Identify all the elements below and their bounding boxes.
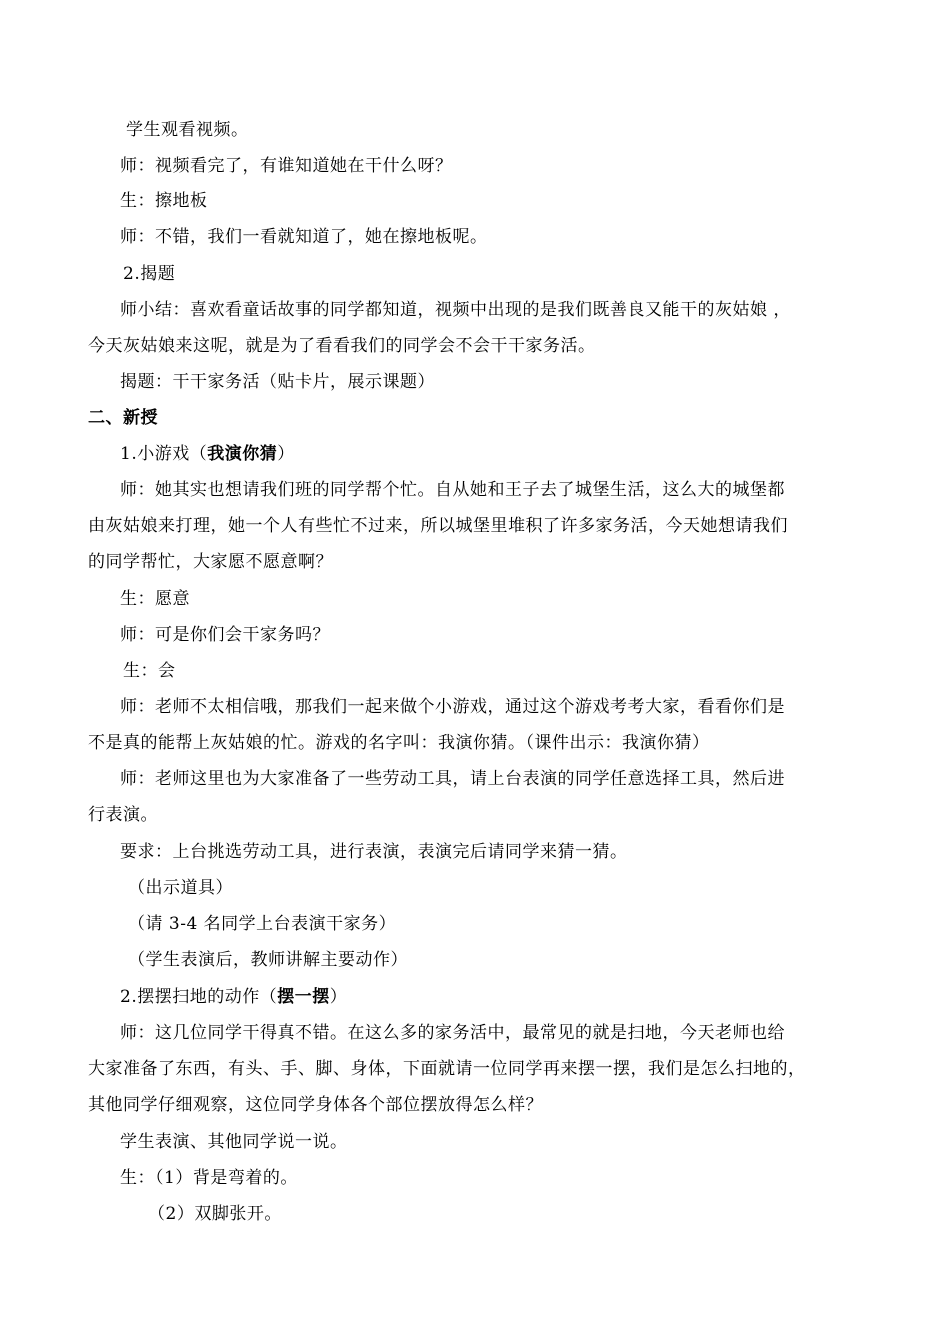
line-teacher-can-you: 师：可是你们会干家务吗？ [120, 625, 330, 645]
line-students-watch: 学生观看视频。 [126, 120, 249, 140]
line-teacher-sweeping: 师：这几位同学干得真不错。在这么多的家务活中，最常见的就是扫地，今天老师也给 [120, 1023, 785, 1043]
line-student-answer: 生：擦地板 [120, 191, 208, 211]
section-heading-new-lesson: 二、新授 [88, 408, 158, 428]
line-show-props: （出示道具） [128, 878, 233, 898]
line-students-perform: 学生表演、其他同学说一说。 [120, 1132, 348, 1152]
line-reveal-topic-heading: 2.揭题 [123, 264, 176, 284]
line-student-willing: 生：愿意 [120, 589, 190, 609]
line-teacher-summary-cont: 今天灰姑娘来这呢，就是为了看看我们的同学会不会干干家务活。 [88, 336, 596, 356]
line-teacher-tools-cont: 行表演。 [88, 805, 158, 825]
line-teacher-praise: 师：不错，我们一看就知道了，她在擦地板呢。 [120, 227, 488, 247]
line-student-back-bent: 生：（1）背是弯着的。 [120, 1168, 298, 1188]
line-student-yes: 生：会 [123, 661, 176, 681]
line-invite-students: （请 3-4 名同学上台表演干家务） [128, 914, 397, 934]
line-teacher-explains: （学生表演后，教师讲解主要动作） [128, 950, 408, 970]
line-sweep-pose-heading: 2.摆摆扫地的动作（摆一摆） [120, 987, 348, 1007]
line-mini-game-heading: 1.小游戏（我演你猜） [120, 444, 295, 464]
line-teacher-question: 师：视频看完了，有谁知道她在干什么呀？ [120, 156, 453, 176]
line-requirement: 要求：上台挑选劳动工具，进行表演，表演完后请同学来猜一猜。 [120, 842, 628, 862]
line-teacher-game-intro-cont: 不是真的能帮上灰姑娘的忙。游戏的名字叫：我演你猜。（课件出示：我演你猜） [88, 733, 710, 753]
line-teacher-help-request-cont1: 由灰姑娘来打理，她一个人有些忙不过来，所以城堡里堆积了许多家务活，今天她想请我们 [88, 516, 788, 536]
line-teacher-tools: 师：老师这里也为大家准备了一些劳动工具，请上台表演的同学任意选择工具，然后进 [120, 769, 785, 789]
line-student-feet-apart: （2）双脚张开。 [148, 1204, 282, 1224]
line-teacher-help-request: 师：她其实也想请我们班的同学帮个忙。自从她和王子去了城堡生活，这么大的城堡都 [120, 480, 785, 500]
line-teacher-help-request-cont2: 的同学帮忙，大家愿不愿意啊？ [88, 552, 333, 572]
line-teacher-sweeping-cont2: 其他同学仔细观察，这位同学身体各个部位摆放得怎么样？ [88, 1095, 543, 1115]
line-teacher-sweeping-cont1: 大家准备了东西，有头、手、脚、身体，下面就请一位同学再来摆一摆，我们是怎么扫地的， [88, 1059, 806, 1079]
line-teacher-summary: 师小结：喜欢看童话故事的同学都知道，视频中出现的是我们既善良又能干的灰姑娘 ， [120, 300, 791, 320]
line-reveal-topic: 揭题：干干家务活（贴卡片，展示课题） [120, 372, 435, 392]
line-teacher-game-intro: 师：老师不太相信哦，那我们一起来做个小游戏，通过这个游戏考考大家，看看你们是 [120, 697, 785, 717]
